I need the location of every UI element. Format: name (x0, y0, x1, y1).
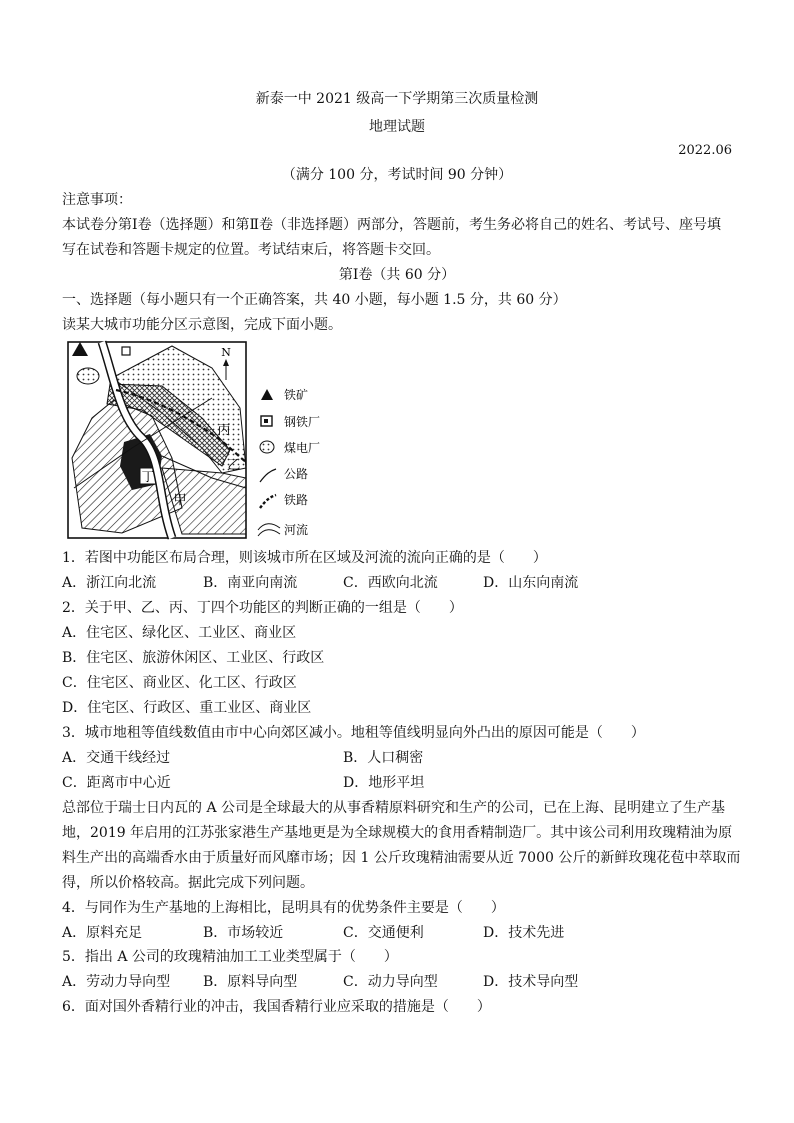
passage-line-4: 得，所以价格较高。据此完成下列问题。 (62, 875, 314, 891)
question-5-option-a: A．劳动力导向型 (62, 974, 171, 990)
highway-icon (260, 469, 276, 482)
city-function-zone-map (62, 338, 342, 542)
exam-school-title: 新泰一中 2021 级高一下学期第三次质量检测 (255, 91, 539, 107)
legend-iron-mine-label: 铁矿 (284, 388, 309, 402)
question-2-option-a: A．住宅区、绿化区、工业区、商业区 (62, 625, 297, 641)
exam-date: 2022.06 (678, 143, 732, 158)
zone-label-jia: 甲 (173, 493, 187, 508)
question-1-stem: 1．若图中功能区布局合理，则该城市所在区域及河流的流向正确的是（ ） (62, 550, 547, 566)
notice-line-2: 写在试卷和答题卡规定的位置。考试结束后，将答题卡交回。 (62, 242, 440, 258)
question-2-option-b: B．住宅区、旅游休闲区、工业区、行政区 (62, 650, 325, 666)
passage-line-3: 料生产出的高端香水由于质量好而风靡市场；因 1 公斤玫瑰精油需要从近 7000 公斤的新鲜玫瑰花苞中萃取而 (62, 850, 741, 866)
river-icon (258, 524, 280, 536)
exam-info: （满分 100 分，考试时间 90 分钟） (281, 167, 513, 183)
notice-heading: 注意事项： (62, 192, 132, 208)
question-group-lead: 读某大城市功能分区示意图，完成下面小题。 (62, 317, 342, 333)
exam-subject-title: 地理试题 (369, 119, 425, 135)
question-1-option-a: A．浙江向北流 (62, 575, 157, 591)
question-1-option-b: B．南亚向南流 (203, 575, 298, 591)
zone-label-yi: 乙 (227, 458, 241, 473)
question-5-option-c: C．动力导向型 (343, 974, 438, 990)
question-5-option-d: D．技术导向型 (483, 974, 579, 990)
question-6-stem: 6．面对国外香精行业的冲击，我国香精行业应采取的措施是（ ） (62, 999, 491, 1015)
question-4-option-b: B．市场较近 (203, 925, 284, 941)
question-2-option-d: D．住宅区、行政区、重工业区、商业区 (62, 700, 312, 716)
question-5-stem: 5．指出 A 公司的玫瑰精油加工工业类型属于（ ） (62, 949, 398, 965)
question-4-option-a: A．原料充足 (62, 925, 143, 941)
power-plant-icon (260, 441, 274, 453)
question-4-option-c: C．交通便利 (343, 925, 424, 941)
question-1-option-d: D．山东向南流 (483, 575, 579, 591)
zone-label-ding: 丁 (141, 470, 155, 485)
north-label: N (221, 346, 231, 359)
question-5-option-b: B．原料导向型 (203, 974, 298, 990)
legend-railway-label: 铁路 (284, 493, 309, 507)
question-3-option-d: D．地形平坦 (343, 775, 425, 791)
section-title: 第Ⅰ卷（共 60 分） (338, 267, 456, 283)
notice-line-1: 本试卷分第Ⅰ卷（选择题）和第Ⅱ卷（非选择题）两部分，答题前，考生务必将自己的姓名、考试号、座号填 (62, 217, 722, 233)
question-4-option-d: D．技术先进 (483, 925, 565, 941)
question-2-stem: 2．关于甲、乙、丙、丁四个功能区的判断正确的一组是（ ） (62, 600, 463, 616)
steel-plant-icon (261, 416, 272, 426)
iron-mine-icon (261, 389, 273, 400)
passage-line-2: 地，2019 年启用的江苏张家港生产基地更是为全球规模大的食用香精制造厂。其中该公司利用玫瑰精油为原 (62, 825, 733, 841)
zone-label-bing: 丙 (217, 423, 231, 438)
legend-steel-plant-label: 钢铁厂 (284, 415, 321, 429)
question-1-option-c: C．西欧向北流 (343, 575, 438, 591)
railway-icon (260, 495, 276, 508)
question-4-stem: 4．与同作为生产基地的上海相比，昆明具有的优势条件主要是（ ） (62, 900, 505, 916)
question-3-stem: 3．城市地租等值线数值由市中心向郊区减小。地租等值线明显向外凸出的原因可能是（ ） (62, 725, 645, 741)
question-2-option-c: C．住宅区、商业区、化工区、行政区 (62, 675, 297, 691)
question-3-option-a: A．交通干线经过 (62, 750, 171, 766)
question-3-option-c: C．距离市中心近 (62, 775, 171, 791)
legend-highway-label: 公路 (284, 467, 309, 481)
question-3-option-b: B．人口稠密 (343, 750, 424, 766)
section-instruction: 一、选择题（每小题只有一个正确答案，共 40 小题，每小题 1.5 分，共 60 分） (62, 292, 567, 308)
legend-river-label: 河流 (284, 523, 309, 537)
passage-line-1: 总部位于瑞士日内瓦的 A 公司是全球最大的从事香精原料研究和生产的公司，已在上海、昆明建立了生产基 (62, 800, 726, 816)
legend-power-plant-label: 煤电厂 (284, 441, 321, 455)
